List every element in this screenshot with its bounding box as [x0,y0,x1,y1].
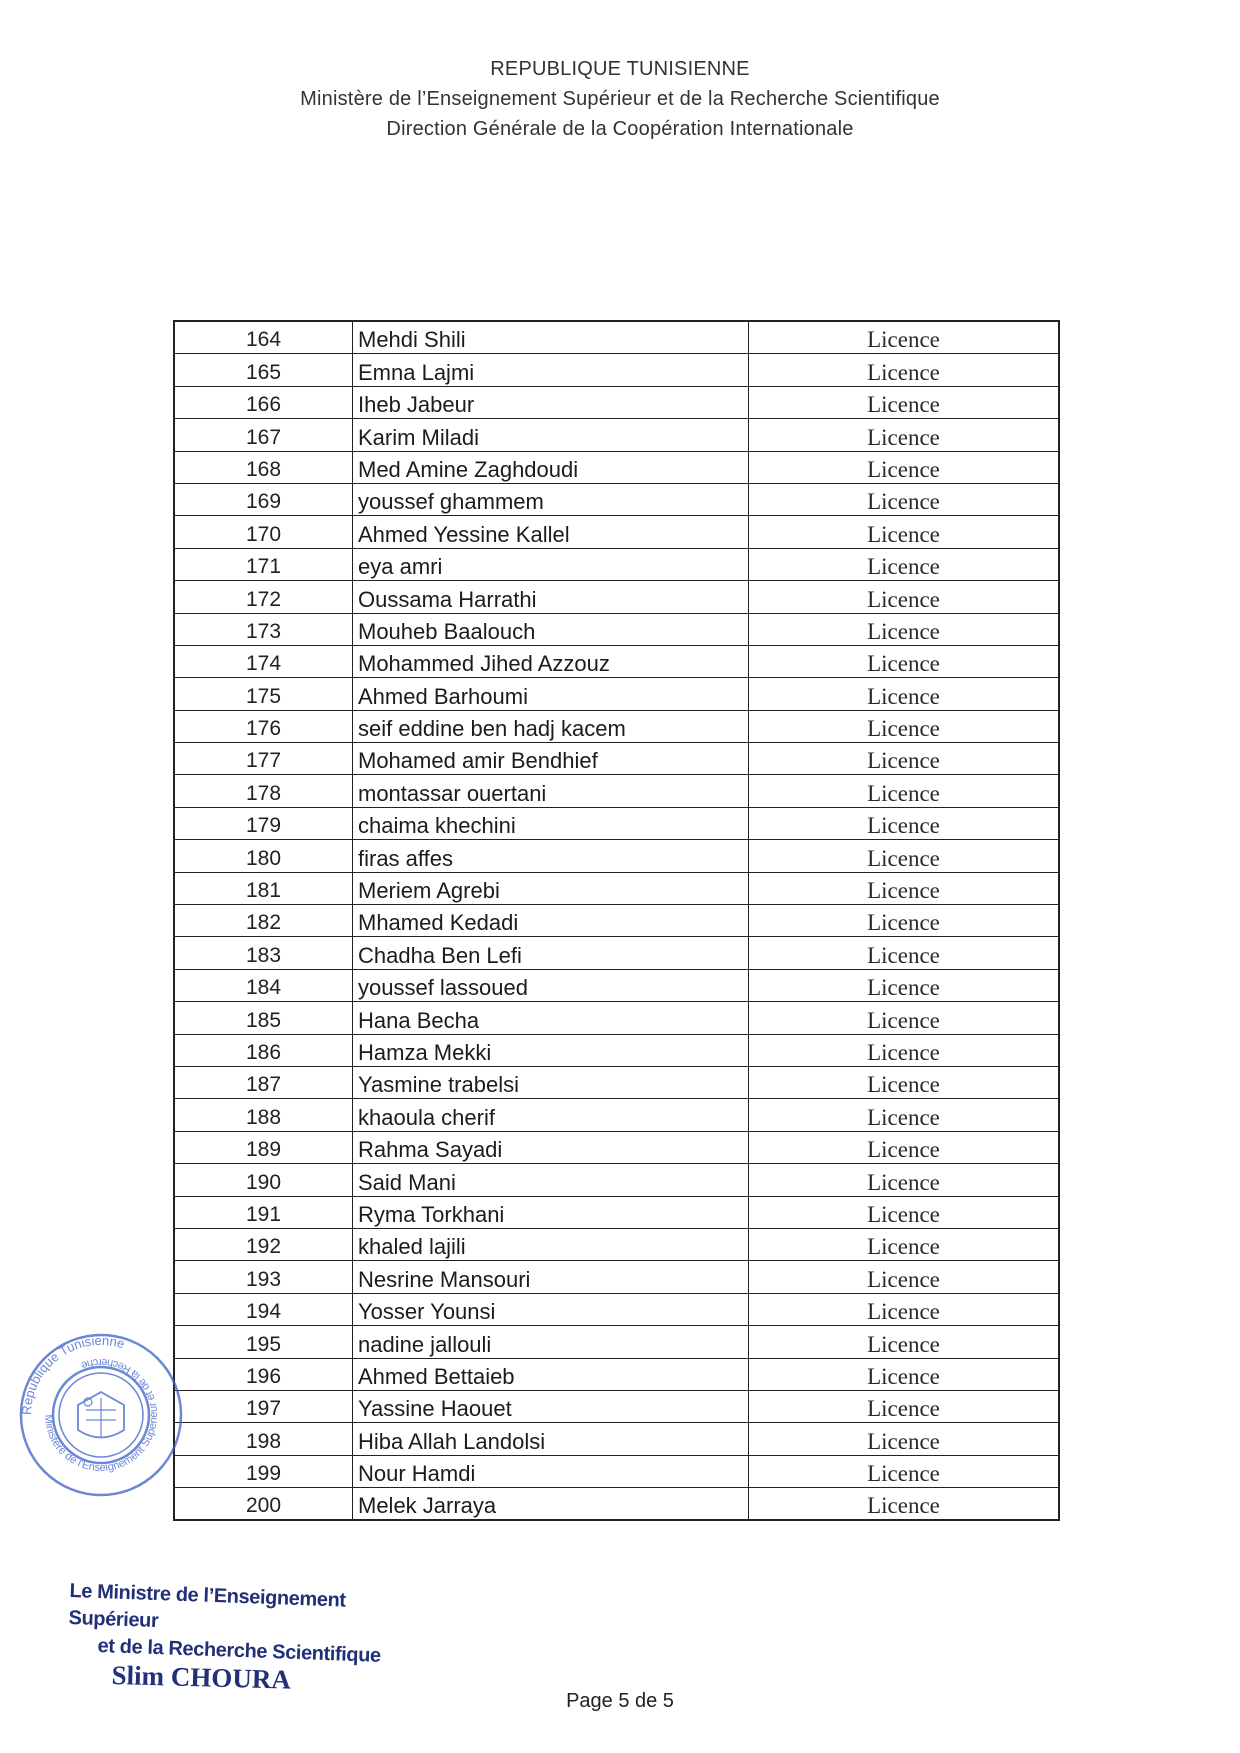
stamp-outer-text: Republique Tunisienne [18,1332,127,1416]
table-row [174,1455,1059,1487]
candidate-name: youssef ghammem [353,483,749,515]
candidates-table [173,320,1060,1521]
candidate-name: Chadha Ben Lefi [353,937,749,969]
row-number: 175 [174,678,353,710]
table-row [174,743,1059,775]
row-number: 167 [174,419,353,451]
row-number: 179 [174,807,353,839]
row-number: 172 [174,581,353,613]
degree-level: Licence [749,1066,1060,1098]
document-header [0,54,1240,144]
candidate-name: Med Amine Zaghdoudi [353,451,749,483]
table-row [174,872,1059,904]
candidate-name: Melek Jarraya [353,1488,749,1521]
table-row [174,1293,1059,1325]
degree-level: Licence [749,743,1060,775]
candidate-name: montassar ouertani [353,775,749,807]
table-row [174,1002,1059,1034]
table-row [174,807,1059,839]
table-row [174,1099,1059,1131]
degree-level: Licence [749,840,1060,872]
candidate-name: Rahma Sayadi [353,1131,749,1163]
row-number: 197 [174,1390,353,1422]
row-number: 189 [174,1131,353,1163]
row-number: 170 [174,516,353,548]
candidate-name: youssef lassoued [353,969,749,1001]
table-row [174,1131,1059,1163]
candidate-name: Nesrine Mansouri [353,1261,749,1293]
degree-level: Licence [749,386,1060,418]
degree-level: Licence [749,1326,1060,1358]
row-number: 194 [174,1293,353,1325]
candidate-name: Mhamed Kedadi [353,905,749,937]
table-row [174,905,1059,937]
row-number: 164 [174,321,353,354]
degree-level: Licence [749,321,1060,354]
candidate-name: Meriem Agrebi [353,872,749,904]
row-number: 181 [174,872,353,904]
header-ministry: Ministère de l’Enseignement Supérieur et de la Recherche Scientifique [300,88,940,110]
row-number: 173 [174,613,353,645]
degree-level: Licence [749,1002,1060,1034]
row-number: 178 [174,775,353,807]
row-number: 180 [174,840,353,872]
degree-level: Licence [749,613,1060,645]
candidate-name: Hiba Allah Landolsi [353,1423,749,1455]
table-row [174,1196,1059,1228]
table-row [174,937,1059,969]
table-row [174,419,1059,451]
header-direction: Direction Générale de la Coopération Internationale [386,118,854,140]
candidate-name: Emna Lajmi [353,354,749,386]
table-row [174,840,1059,872]
degree-level: Licence [749,1196,1060,1228]
row-number: 168 [174,451,353,483]
degree-level: Licence [749,678,1060,710]
row-number: 192 [174,1228,353,1260]
row-number: 169 [174,483,353,515]
degree-level: Licence [749,1034,1060,1066]
candidate-name: Yasmine trabelsi [353,1066,749,1098]
candidate-name: Mouheb Baalouch [353,613,749,645]
table-row [174,613,1059,645]
degree-level: Licence [749,775,1060,807]
row-number: 171 [174,548,353,580]
row-number: 196 [174,1358,353,1390]
row-number: 199 [174,1455,353,1487]
row-number: 166 [174,386,353,418]
table-row [174,1326,1059,1358]
candidate-name: Ahmed Yessine Kallel [353,516,749,548]
signature-title [67,1578,390,1670]
degree-level: Licence [749,581,1060,613]
candidate-name: firas affes [353,840,749,872]
signature-name: Slim CHOURA [111,1660,292,1695]
candidate-name: eya amri [353,548,749,580]
degree-level: Licence [749,1390,1060,1422]
candidate-name: Yassine Haouet [353,1390,749,1422]
degree-level: Licence [749,1164,1060,1196]
candidate-name: Ahmed Bettaieb [353,1358,749,1390]
degree-level: Licence [749,905,1060,937]
candidate-name: Karim Miladi [353,419,749,451]
candidate-name: khaoula cherif [353,1099,749,1131]
candidate-name: Mohamed amir Bendhief [353,743,749,775]
table-row [174,1066,1059,1098]
degree-level: Licence [749,1293,1060,1325]
row-number: 191 [174,1196,353,1228]
signature-title-line1: Le Ministre de l’Enseignement Supérieur [68,1579,347,1633]
row-number: 182 [174,905,353,937]
table-row [174,1390,1059,1422]
table-row [174,775,1059,807]
table-row [174,516,1059,548]
degree-level: Licence [749,937,1060,969]
candidate-name: Hana Becha [353,1002,749,1034]
candidate-name: Said Mani [353,1164,749,1196]
candidate-name: Ahmed Barhoumi [353,678,749,710]
degree-level: Licence [749,419,1060,451]
row-number: 185 [174,1002,353,1034]
candidate-name: Mehdi Shili [353,321,749,354]
table-row [174,1261,1059,1293]
table-row [174,1423,1059,1455]
table-row [174,548,1059,580]
official-stamp-icon [16,1330,186,1500]
stamp-inner-text: Ministère de l'Enseignement Supérieur et de la Recherche [41,1355,161,1475]
row-number: 187 [174,1066,353,1098]
degree-level: Licence [749,516,1060,548]
table-row [174,645,1059,677]
table-row [174,354,1059,386]
degree-level: Licence [749,451,1060,483]
degree-level: Licence [749,969,1060,1001]
degree-level: Licence [749,548,1060,580]
candidate-name: Yosser Younsi [353,1293,749,1325]
table-row [174,710,1059,742]
table-row [174,581,1059,613]
row-number: 188 [174,1099,353,1131]
degree-level: Licence [749,1423,1060,1455]
row-number: 183 [174,937,353,969]
candidate-name: Nour Hamdi [353,1455,749,1487]
row-number: 198 [174,1423,353,1455]
row-number: 176 [174,710,353,742]
candidate-name: Oussama Harrathi [353,581,749,613]
degree-level: Licence [749,1099,1060,1131]
degree-level: Licence [749,483,1060,515]
candidate-name: Ryma Torkhani [353,1196,749,1228]
row-number: 177 [174,743,353,775]
row-number: 193 [174,1261,353,1293]
table-row [174,1228,1059,1260]
degree-level: Licence [749,1488,1060,1521]
degree-level: Licence [749,710,1060,742]
candidate-name: seif eddine ben hadj kacem [353,710,749,742]
degree-level: Licence [749,1358,1060,1390]
row-number: 184 [174,969,353,1001]
table-row [174,321,1059,354]
table-row [174,1488,1059,1521]
table-row [174,483,1059,515]
degree-level: Licence [749,872,1060,904]
degree-level: Licence [749,807,1060,839]
degree-level: Licence [749,1131,1060,1163]
degree-level: Licence [749,354,1060,386]
candidate-name: Hamza Mekki [353,1034,749,1066]
table-row [174,1358,1059,1390]
table-row [174,1034,1059,1066]
table-row [174,451,1059,483]
candidates-table-body [174,321,1059,1520]
table-row [174,386,1059,418]
row-number: 200 [174,1488,353,1521]
degree-level: Licence [749,1455,1060,1487]
candidate-name: Iheb Jabeur [353,386,749,418]
table-row [174,678,1059,710]
row-number: 174 [174,645,353,677]
candidate-name: nadine jallouli [353,1326,749,1358]
degree-level: Licence [749,645,1060,677]
signature-title-line2: et de la Recherche Scientifique [97,1635,382,1667]
degree-level: Licence [749,1228,1060,1260]
table-row [174,1164,1059,1196]
row-number: 195 [174,1326,353,1358]
degree-level: Licence [749,1261,1060,1293]
page-number: Page 5 de 5 [566,1690,674,1712]
candidate-name: Mohammed Jihed Azzouz [353,645,749,677]
row-number: 186 [174,1034,353,1066]
row-number: 165 [174,354,353,386]
candidate-name: khaled lajili [353,1228,749,1260]
candidate-name: chaima khechini [353,807,749,839]
header-country: REPUBLIQUE TUNISIENNE [490,58,750,80]
row-number: 190 [174,1164,353,1196]
table-row [174,969,1059,1001]
